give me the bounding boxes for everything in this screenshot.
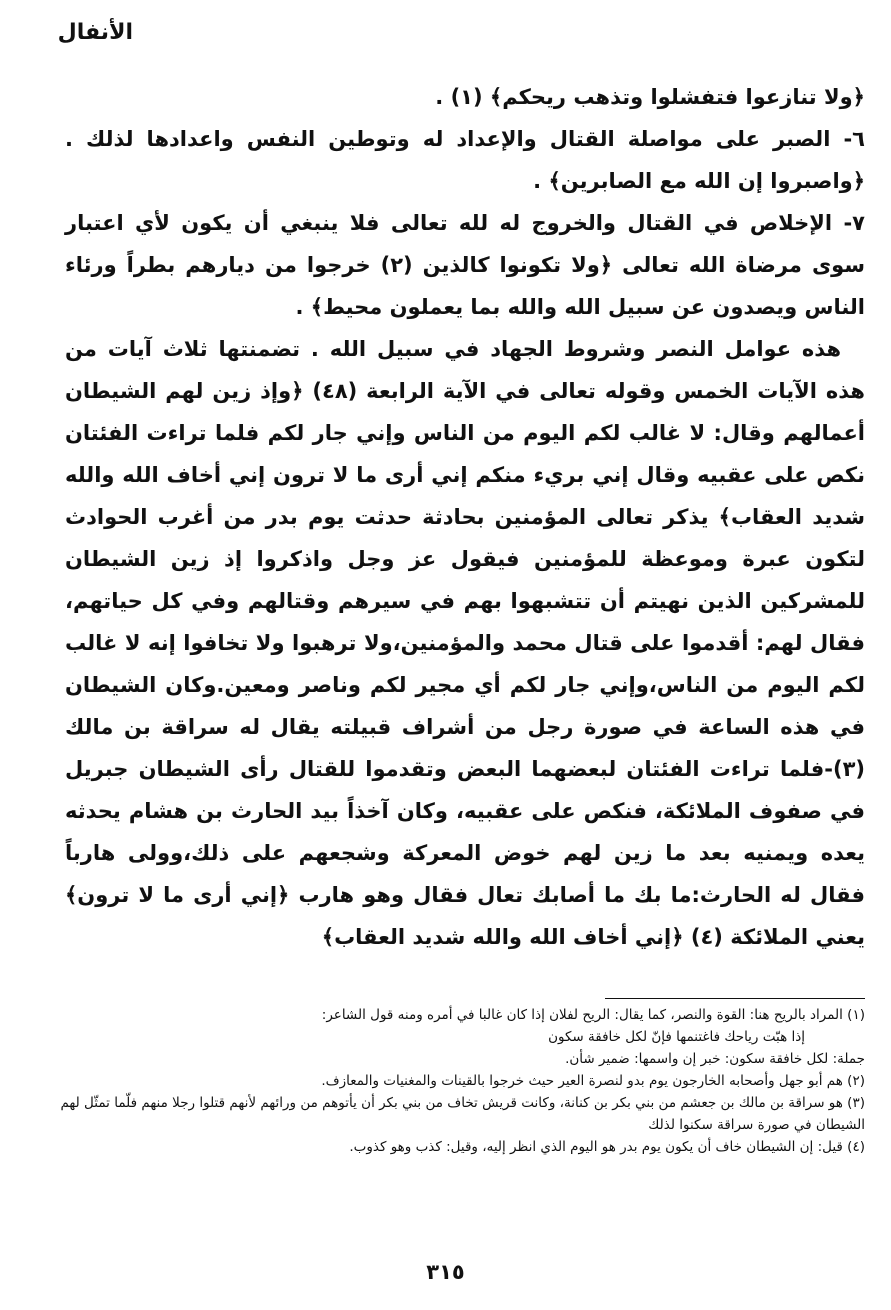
footnotes [35,1004,865,1158]
paragraph-point-6: ٦- الصبر على مواصلة القتال والإعداد له وتوطين النفس واعدادها لذلك . ﴿واصبروا إن الله مع الصابرين﴾ . [65,127,865,193]
footnote-divider [605,998,865,999]
paragraph-1: ﴿ولا تنازعوا فتفشلوا وتذهب ريحكم﴾ (١) . [435,85,865,109]
paragraph-point-7: ٧- الإخلاص في القتال والخروج له لله تعالى فلا ينبغي أن يكون لأي اعتبار سوى مرضاة الله تعالى ﴿ولا تكونوا كالذين (٢) خرجوا من ديارهم بطراً ورئاء الناس ويصدون عن سبيل الله والله بما يعملون محيط﴾ . [65,211,866,319]
paragraph-commentary: هذه عوامل النصر وشروط الجهاد في سبيل الله . تضمنتها ثلاث آيات من هذه الآيات الخمس وقوله تعالى في الآية الرابعة (٤٨) ﴿وإذ زين لهم الشيطان أعمالهم وقال: لا غالب لكم اليوم من الناس وإني جار لكم فلما تراءت الفئتان نكص على عقبيه وقال إني بريء منكم إني أرى ما لا ترون إني أخاف الله والله شديد العقاب﴾ يذكر تعالى المؤمنين بحادثة حدثت يوم بدر من أغرب الحوادث لتكون عبرة وموعظة للمؤمنين فيقول عز وجل واذكروا إذ زين الشيطان للمشركين الذين نهيتم أن تتشبهوا بهم في سيرهم وقتالهم وفي كل حياتهم، فقال لهم: أقدموا على قتال محمد والمؤمنين،ولا ترهبوا ولا تخافوا إنه لا غالب لكم اليوم من الناس،وإني جار لكم أي مجير لكم وناصر ومعين.وكان الشيطان في هذه الساعة في صورة رجل من أشراف قبيلته يقال له سراقة بن مالك (٣)-فلما تراءت الفئتان لبعضهما البعض وتقدموا للقتال رأى الشيطان جبريل في صفوف الملائكة، فنكص على عقبيه، وكان آخذاً بيد الحارث بن هشام يحدثه يعده ويمنيه بعد ما زين لهم خوض المعركة وشجعهم على ذلك،وولى هارباً فقال له الحارث:ما بك ما أصابك تعال فقال وهو هارب ﴿إني أرى ما لا ترون﴾ يعني الملائكة (٤) ﴿إني أخاف الله والله شديد العقاب﴾ [65,337,865,949]
footnote-3: (٣) هو سراقة بن مالك بن جعشم من بني بكر بن كنانة، وكانت قريش تخاف من بني بكر أن يأتوهم من ورائهم لأنهم قتلوا رجلا منهم فلّما تمثّل لهم الشيطان في صورة سراقة سكنوا لذلك [60,1095,865,1133]
footnote-1: (١) المراد بالريح هنا: القوة والنصر، كما يقال: الريح لفلان إذا كان غالبا في أمره ومنه قول الشاعر: [321,1007,865,1023]
page-number: ٣١٥ [426,1260,465,1284]
main-text [65,76,865,958]
footnote-1-verse: إذا هبّت رياحك فاغتنمها فإنّ لكل خافقة سكون [548,1029,805,1045]
footnote-2: (٢) هم أبو جهل وأصحابه الخارجون يوم بدو لنصرة العير حيث خرجوا بالقينات والمغنيات والمعازف. [321,1073,865,1089]
footnote-1-note: جملة: لكل خافقة سكون: خبر إن واسمها: ضمير شأن. [565,1051,865,1067]
page-header-surah-title: الأنفال [57,20,133,45]
footnote-4: (٤) قيل: إن الشيطان خاف أن يكون يوم بدر هو اليوم الذي انظر إليه، وقيل: كذب وهو كذوب. [349,1139,865,1155]
